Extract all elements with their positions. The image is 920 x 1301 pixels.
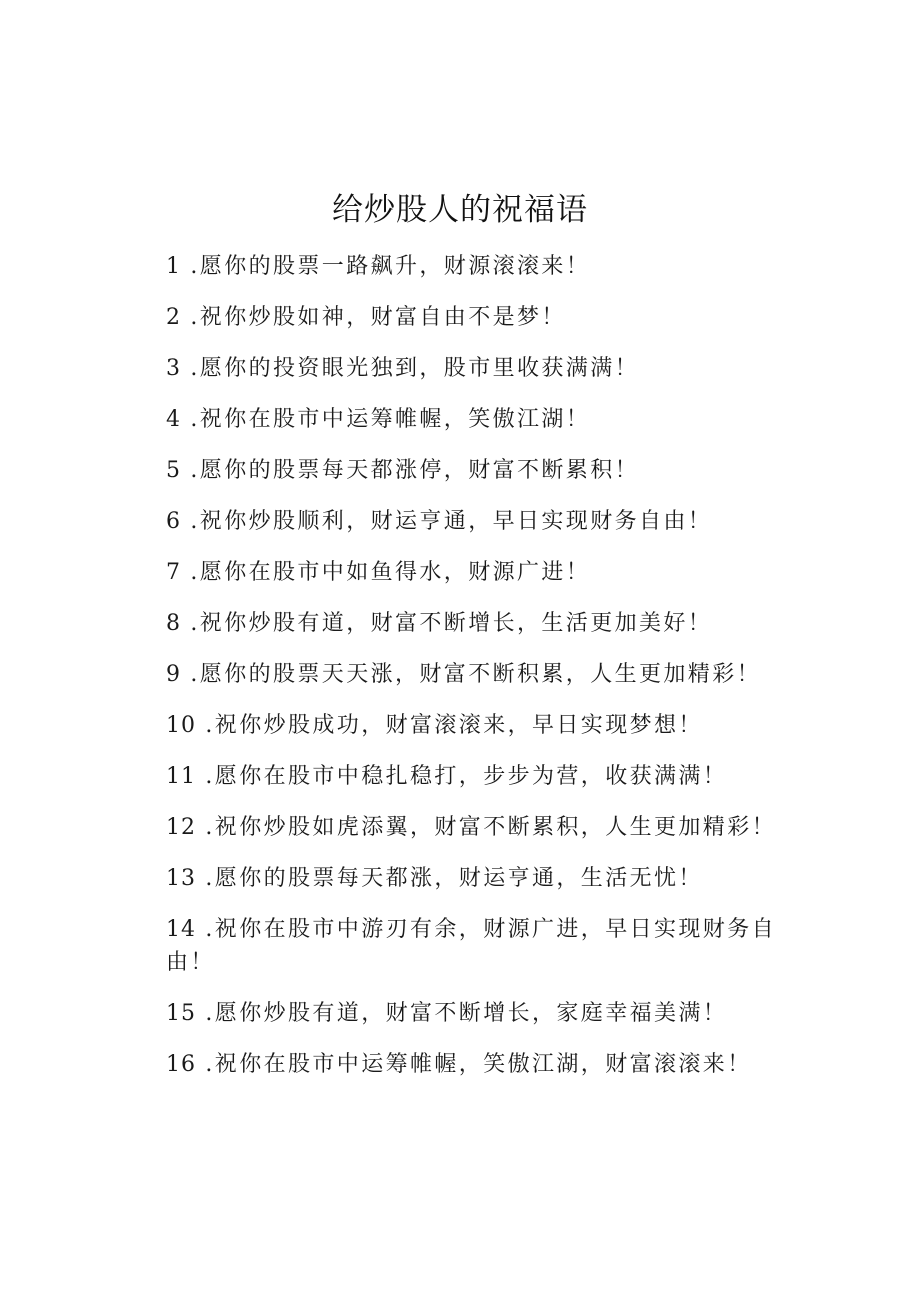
item-number: 2: [166, 305, 181, 330]
item-text: .愿你的股票每天都涨停，财富不断累积！: [190, 458, 640, 483]
item-number: 15: [166, 1001, 196, 1026]
item-number: 12: [166, 815, 196, 840]
item-text: .祝你炒股如虎添翼，财富不断累积，人生更加精彩！: [205, 815, 777, 840]
list-item: [166, 556, 790, 589]
item-number: 11: [166, 764, 196, 789]
item-number: 8: [166, 611, 181, 636]
item-number: 7: [166, 560, 181, 585]
item-number: 13: [166, 866, 196, 891]
item-text: .祝你炒股顺利，财运亨通，早日实现财务自由！: [190, 509, 713, 534]
list-item: [166, 913, 790, 979]
item-text: .愿你的股票一路飙升，财源滚滚来！: [190, 254, 591, 279]
list-item: [166, 454, 790, 487]
item-text: .愿你的股票天天涨，财富不断积累，人生更加精彩！: [190, 662, 762, 687]
list-item: [166, 607, 790, 640]
item-number: 3: [166, 356, 181, 381]
list-item: [166, 505, 790, 538]
item-text: .祝你在股市中游刃有余，财源广进，早日实现财务自由！: [166, 917, 777, 975]
item-number: 1: [166, 254, 181, 279]
item-text: .祝你在股市中运筹帷幄，笑傲江湖，财富滚滚来！: [205, 1052, 752, 1077]
item-text: .愿你炒股有道，财富不断增长，家庭幸福美满！: [205, 1001, 728, 1026]
item-number: 10: [166, 713, 196, 738]
item-text: .祝你炒股如神，财富自由不是梦！: [190, 305, 566, 330]
list-item: [166, 760, 790, 793]
item-text: .愿你在股市中如鱼得水，财源广进！: [190, 560, 591, 585]
item-text: .祝你在股市中运筹帷幄，笑傲江湖！: [190, 407, 591, 432]
list-item: [166, 250, 790, 283]
list-item: [166, 862, 790, 895]
list-item: [166, 301, 790, 334]
document-title: 给炒股人的祝福语: [332, 192, 588, 228]
item-number: 9: [166, 662, 181, 687]
list-item: [166, 709, 790, 742]
list-item: [166, 811, 790, 844]
item-number: 4: [166, 407, 181, 432]
item-number: 14: [166, 917, 196, 942]
item-text: .愿你的股票每天都涨，财运亨通，生活无忧！: [205, 866, 703, 891]
list-item: [166, 1048, 790, 1081]
list-item: [166, 403, 790, 436]
item-text: .祝你炒股有道，财富不断增长，生活更加美好！: [190, 611, 713, 636]
item-number: 6: [166, 509, 181, 534]
list-item: [166, 658, 790, 691]
item-text: .愿你在股市中稳扎稳打，步步为营，收获满满！: [205, 764, 728, 789]
item-text: .祝你炒股成功，财富滚滚来，早日实现梦想！: [205, 713, 703, 738]
blessing-list: [166, 250, 790, 1099]
item-text: .愿你的投资眼光独到，股市里收获满满！: [190, 356, 640, 381]
item-number: 16: [166, 1052, 196, 1077]
list-item: [166, 997, 790, 1030]
list-item: [166, 352, 790, 385]
item-number: 5: [166, 458, 181, 483]
